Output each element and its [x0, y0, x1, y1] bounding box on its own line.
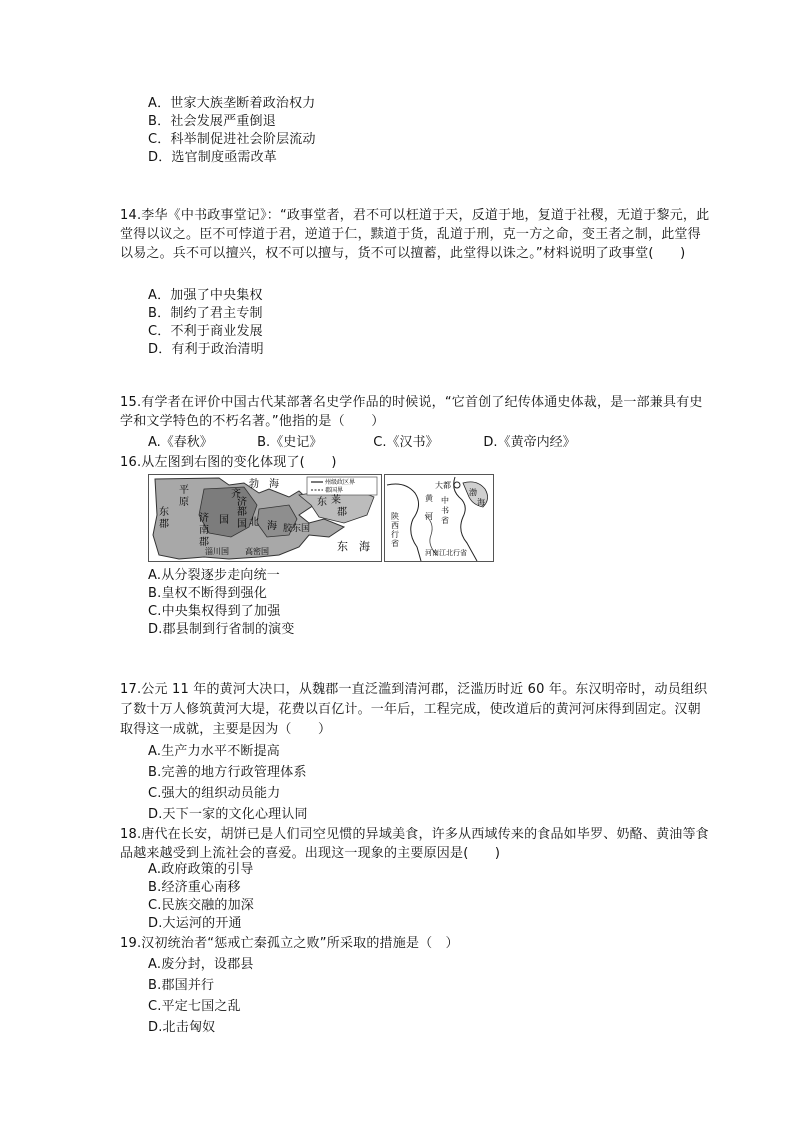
q18-option-a: A.政府政策的引导	[148, 862, 254, 877]
q14-option-d: D．有利于政治清明	[148, 342, 264, 357]
map-label: 都	[237, 507, 247, 518]
map-label: 郡	[159, 519, 169, 530]
map-left-drawing	[149, 475, 381, 561]
q14-stem: 14.李华《中书政事堂记》：“政事堂者，君不可以枉道于天，反道于地，复道于社稷，无道于黎元，此堂得以议之。臣不可悖道于君，逆道于仁，黩道于货，乱道于刑，克一方之命，变王者之制，此堂得以易之。兵不可以擅兴，权不可以擅与，货不可以擅蓄，此堂得以诛之。”材料说明了政事堂( )	[120, 208, 710, 261]
q14-option-a: A．加强了中央集权	[148, 288, 263, 303]
map-label: 行	[391, 530, 399, 539]
map-label: 国	[219, 515, 229, 526]
q19-option-c: C.平定七国之乱	[148, 999, 241, 1014]
map-label: 南	[199, 525, 209, 536]
map-label: 莱	[331, 495, 341, 506]
q17-option-a: A.生产力水平不断提高	[148, 744, 280, 759]
map-label: 西	[391, 521, 399, 530]
q16-stem: 16.从左图到右图的变化体现了( )	[120, 455, 337, 470]
q13-option-d: D．选官制度亟需改革	[148, 150, 278, 165]
map-label: 海	[359, 540, 370, 553]
q15-option-b: B.《史记》	[257, 435, 323, 450]
map-label: 济	[199, 513, 209, 524]
q19-option-b: B.郡国并行	[148, 978, 215, 993]
q18-stem: 18.唐代在长安，胡饼已是人们司空见惯的异域美食，许多从西域传来的食品如毕罗、奶酪、黄油等食品越来越受到上流社会的喜爱。出现这一现象的主要原因是( )	[120, 827, 709, 861]
legend-commandery-label: 郡国界	[325, 487, 344, 494]
q17-option-d: D.天下一家的文化心理认同	[148, 807, 308, 822]
map-label: 济	[237, 497, 247, 508]
capital-marker-icon	[454, 482, 460, 488]
q13-option-a: A．世家大族垄断着政治权力	[148, 96, 316, 111]
q13-option-b: B．社会发展严重倒退	[148, 114, 276, 129]
q16-option-d: D.郡县制到行省制的演变	[148, 622, 295, 637]
q15-option-d: D.《黄帝内经》	[483, 435, 576, 450]
q14-option-c: C．不利于商业发展	[148, 324, 263, 339]
map-label: 河	[425, 512, 433, 521]
map-label: 省	[391, 539, 399, 548]
map-label: 国	[237, 519, 247, 530]
q18-option-d: D.大运河的开通	[148, 916, 242, 931]
map-label: 渤	[469, 488, 477, 497]
map-label: 高密国	[245, 547, 269, 556]
q13-option-c: C．科举制促进社会阶层流动	[148, 132, 316, 147]
q17-option-b: B.完善的地方行政管理体系	[148, 765, 307, 780]
map-label: 书	[441, 506, 449, 515]
map-label: 北	[249, 517, 259, 528]
legend-province-label: 州级政区界	[325, 479, 356, 486]
map-label: 海	[267, 521, 277, 532]
q19-stem: 19.汉初统治者“惩戒亡秦孤立之败”所采取的措施是（ ）	[120, 936, 459, 951]
map-label: 淄川国	[205, 547, 229, 556]
q16-option-b: B.皇权不断得到强化	[148, 586, 268, 601]
map-label: 黄	[425, 494, 433, 503]
map-label: 海	[477, 498, 485, 507]
map-label: 省	[441, 516, 449, 525]
map-label: 郡	[199, 537, 209, 548]
q16-option-a: A.从分裂逐步走向统一	[148, 568, 280, 583]
q19-option-d: D.北击匈奴	[148, 1020, 216, 1035]
map-right-yuan-provinces	[384, 474, 494, 562]
q14-option-b: B．制约了君主专制	[148, 306, 263, 321]
map-label: 大都	[435, 481, 451, 490]
map-label: 东	[317, 497, 327, 508]
map-label: 东	[337, 540, 348, 553]
q16-option-c: C.中央集权得到了加强	[148, 604, 281, 619]
map-label: 原	[179, 497, 189, 508]
map-left-han-commanderies	[148, 474, 382, 562]
q15-option-a: A.《春秋》	[148, 435, 213, 450]
map-label: 胶东国	[283, 524, 311, 534]
map-label: 郡	[337, 507, 347, 518]
map-right-drawing	[385, 475, 493, 561]
q15-stem: 15.有学者在评价中国古代某部著名史学作品的时候说，“它首创了纪传体通史体裁，是一部兼具有史学和文学特色的不朽名著。”他指的是（ ）	[120, 395, 703, 429]
q17-option-c: C.强大的组织动员能力	[148, 786, 281, 801]
map-label: 东	[159, 507, 169, 518]
q17-stem: 17.公元 11 年的黄河大决口，从魏郡一直泛滥到清河郡，泛滥历时近 60 年。东汉明帝时，动员组织了数十万人修筑黄河大堤，花费以百亿计。一年后，工程完成，使改道后的黄河河床得到固定。汉朝取得这一成就，主要是因为（ ）	[120, 682, 708, 737]
map-label: 平	[179, 485, 189, 496]
map-label: 河南江北行省	[425, 549, 467, 557]
q19-option-a: A.废分封，设郡县	[148, 957, 254, 972]
q18-option-b: B.经济重心南移	[148, 880, 241, 895]
map-label: 勃	[249, 479, 259, 490]
q18-option-c: C.民族交融的加深	[148, 898, 255, 913]
map-label: 陕	[391, 512, 399, 521]
map-label: 海	[269, 479, 279, 490]
map-label: 齐	[231, 489, 241, 500]
q15-option-c: C.《汉书》	[373, 435, 439, 450]
q15-options	[148, 434, 576, 452]
map-label: 中	[441, 496, 449, 505]
